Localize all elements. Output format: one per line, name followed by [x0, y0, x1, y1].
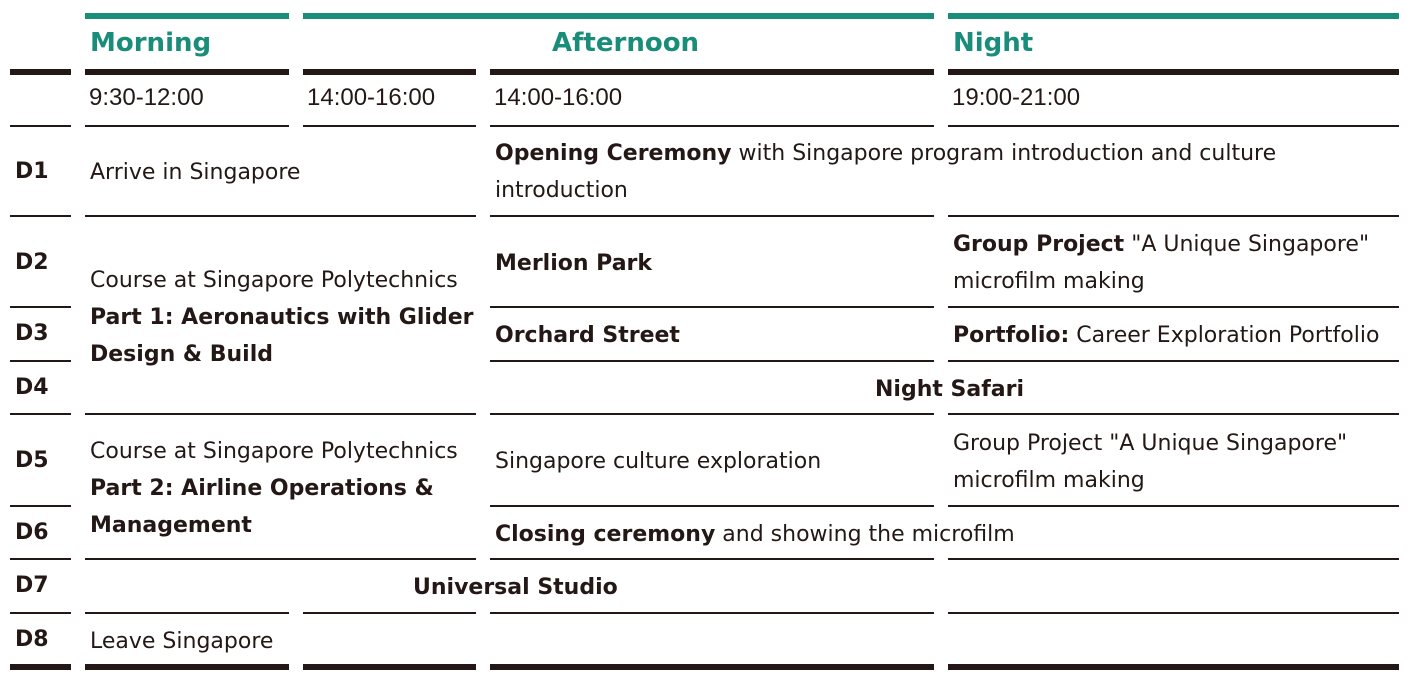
d4-night-safari: Night Safari	[875, 377, 1025, 402]
d2-night-text: "A Unique Singapore"	[1124, 232, 1370, 257]
rule	[85, 413, 476, 415]
course-part2-line3: Management	[90, 513, 252, 538]
rule	[490, 612, 934, 614]
d6-closing-ceremony: Closing ceremony	[495, 522, 716, 547]
header-afternoon: Afternoon	[552, 28, 700, 58]
d2-night-line2: microfilm making	[953, 269, 1145, 294]
course-part1-line3: Design & Build	[90, 342, 273, 367]
d1-afternoon-text: with Singapore program introduction and culture	[731, 141, 1277, 166]
rule	[303, 612, 476, 614]
day-label-d5: D5	[15, 448, 49, 473]
day-label-d8: D8	[15, 627, 49, 652]
rule	[10, 612, 71, 614]
rule	[490, 360, 934, 362]
course-part1	[90, 262, 473, 373]
course-part1-line1: Course at Singapore Polytechnics	[90, 268, 458, 293]
day-label-d3: D3	[15, 321, 49, 346]
time-afternoon-2: 14:00-16:00	[494, 84, 623, 111]
header-rule-night	[948, 13, 1399, 19]
d1-morning: Arrive in Singapore	[90, 160, 301, 185]
d6-text: and showing the microfilm	[715, 522, 1015, 547]
d6-afternoon	[495, 516, 1015, 553]
d3-night	[953, 317, 1379, 354]
rule	[10, 558, 71, 560]
bottom-line-night	[948, 664, 1399, 670]
rule	[303, 125, 476, 127]
d5-night-line2: microfilm making	[953, 468, 1145, 493]
time-afternoon-1: 14:00-16:00	[307, 84, 436, 111]
day-label-d4: D4	[15, 375, 49, 400]
header-line-afternoon1	[303, 69, 476, 75]
d8-morning: Leave Singapore	[90, 629, 274, 654]
bottom-line-afternoon2	[490, 664, 934, 670]
d5-night	[953, 425, 1347, 499]
bottom-line-morning	[85, 664, 289, 670]
course-part2-line2: Part 2: Airline Operations &	[90, 476, 434, 501]
rule	[85, 558, 476, 560]
d5-night-line1: Group Project "A Unique Singapore"	[953, 431, 1348, 456]
d3-night-text: Career Exploration Portfolio	[1069, 323, 1380, 348]
d5-afternoon: Singapore culture exploration	[495, 449, 822, 474]
header-rule-morning	[85, 13, 289, 19]
rule	[490, 505, 934, 507]
course-part1-line2: Part 1: Aeronautics with Glider	[90, 305, 474, 330]
d1-afternoon-line2: introduction	[495, 178, 628, 203]
rule	[948, 612, 1399, 614]
day-label-d1: D1	[15, 159, 49, 184]
rule	[948, 413, 1399, 415]
course-part2-line1: Course at Singapore Polytechnics	[90, 439, 458, 464]
rule	[85, 612, 289, 614]
rule	[490, 558, 934, 560]
day-label-d7: D7	[15, 573, 49, 598]
rule	[948, 125, 1399, 127]
d3-afternoon: Orchard Street	[495, 323, 680, 348]
rule	[948, 215, 1399, 217]
rule	[10, 360, 71, 362]
rule	[948, 306, 1399, 308]
rule	[490, 413, 934, 415]
rule	[948, 558, 1399, 560]
bottom-line-afternoon1	[303, 664, 476, 670]
header-rule-afternoon	[303, 13, 934, 19]
bottom-line-day	[10, 664, 71, 670]
rule	[490, 125, 934, 127]
d2-group-project: Group Project	[953, 232, 1125, 257]
rule	[85, 125, 289, 127]
rule	[10, 505, 71, 507]
time-night: 19:00-21:00	[952, 84, 1081, 111]
day-label-d2: D2	[15, 250, 49, 275]
header-morning: Morning	[90, 28, 212, 58]
header-night: Night	[953, 28, 1034, 58]
rule	[10, 413, 71, 415]
d3-portfolio: Portfolio:	[953, 323, 1070, 348]
d1-afternoon	[495, 135, 1276, 209]
rule	[10, 306, 71, 308]
time-morning: 9:30-12:00	[89, 84, 204, 111]
d7-universal-studio: Universal Studio	[413, 575, 618, 600]
header-line-night	[948, 69, 1399, 75]
d1-opening-ceremony: Opening Ceremony	[495, 141, 732, 166]
rule	[10, 125, 71, 127]
d2-afternoon: Merlion Park	[495, 251, 653, 276]
rule	[948, 505, 1399, 507]
rule	[948, 360, 1399, 362]
rule	[85, 215, 476, 217]
day-label-d6: D6	[15, 520, 49, 545]
d2-night	[953, 226, 1369, 300]
course-part2	[90, 433, 458, 544]
header-line-afternoon2	[490, 69, 934, 75]
rule	[490, 215, 934, 217]
rule	[10, 215, 71, 217]
rule	[490, 306, 934, 308]
header-line-morning	[85, 69, 289, 75]
header-line-day	[10, 69, 71, 75]
